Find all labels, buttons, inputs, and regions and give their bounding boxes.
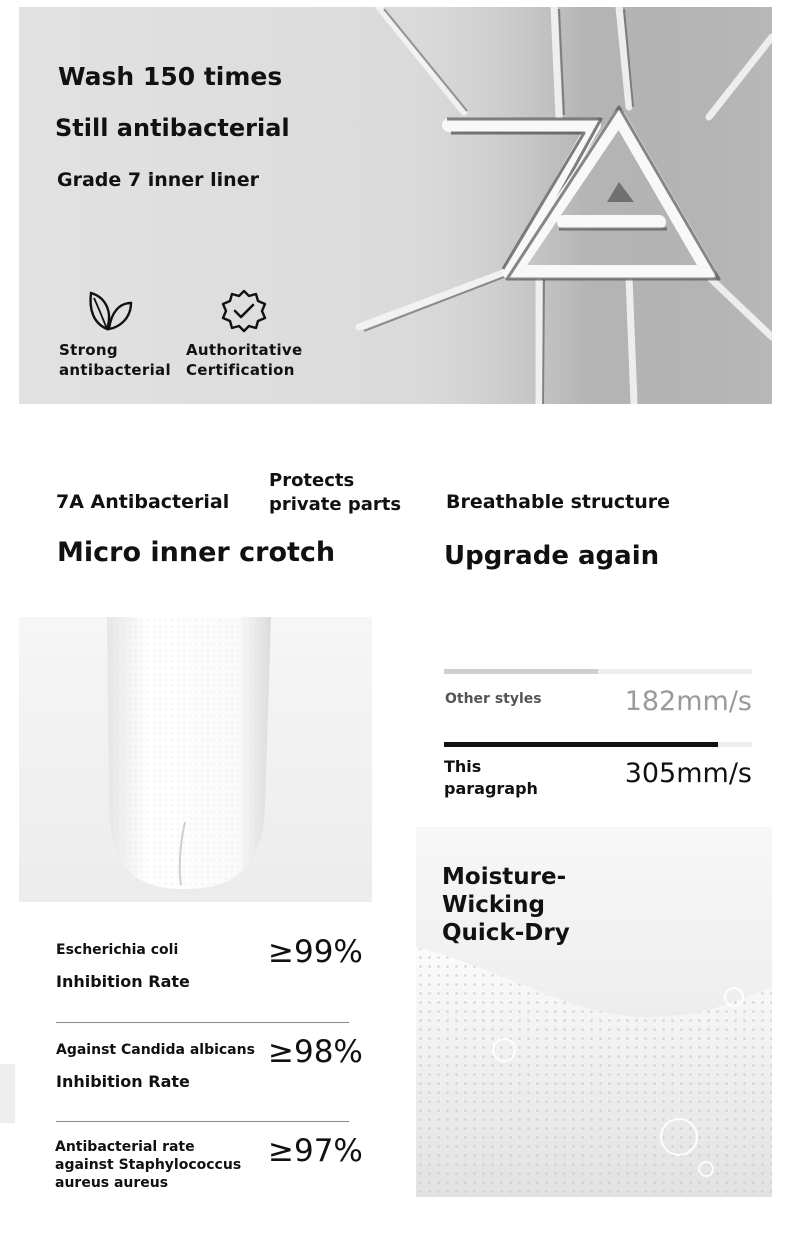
this-paragraph-label-line2: paragraph (444, 779, 538, 798)
feature-label-line1: Strong (59, 341, 118, 359)
moisture-wicking-panel (416, 827, 772, 1197)
stat-divider (56, 1121, 349, 1122)
inner-crotch-liner-image (19, 617, 372, 902)
antibacterial-label: 7A Antibacterial (56, 491, 230, 513)
protects-line2: private parts (269, 494, 402, 515)
this-paragraph-speed-bar (444, 742, 752, 747)
hero-title-line3: Grade 7 inner liner (57, 169, 259, 191)
moisture-title-line1: Moisture- (442, 864, 567, 890)
moisture-title-line3: Quick-Dry (442, 920, 570, 946)
stat-staphylococcus-value: ≥97% (268, 1133, 363, 1169)
stat-ecoli-value: ≥99% (268, 934, 363, 970)
this-paragraph-label (444, 756, 538, 800)
stat-divider (56, 1022, 349, 1023)
stat-staphylococcus (55, 1138, 255, 1192)
moisture-title-line2: Wicking (442, 892, 545, 918)
stat-label-line2: Inhibition Rate (56, 972, 190, 991)
protects-private-parts (269, 469, 401, 517)
moisture-wicking-title (442, 863, 570, 947)
stat-label-line2: against Staphylococcus (55, 1157, 242, 1173)
leaf-icon (87, 289, 135, 337)
side-edge-tab (0, 1064, 15, 1123)
other-styles-speed-bar (444, 669, 752, 674)
other-styles-speed: 182mm/s (624, 686, 752, 717)
stat-candida-value: ≥98% (268, 1034, 363, 1070)
other-styles-label: Other styles (445, 691, 542, 707)
feature-label-line2: Certification (186, 361, 295, 379)
stat-label-line1: Escherichia coli (56, 942, 179, 958)
feature-label-line1: Authoritative (186, 341, 303, 359)
hero-banner (19, 7, 772, 404)
this-paragraph-speed: 305mm/s (624, 758, 752, 789)
feature-label-line2: antibacterial (59, 361, 171, 379)
hero-title-line1: Wash 150 times (58, 62, 283, 91)
upgrade-again-headline: Upgrade again (444, 541, 660, 571)
protects-line1: Protects (269, 470, 355, 491)
this-paragraph-label-line1: This (444, 757, 482, 776)
feature-strong-antibacterial (59, 340, 171, 380)
micro-inner-crotch-headline: Micro inner crotch (57, 537, 336, 568)
feature-authoritative-certification (186, 340, 302, 380)
stat-label-line1: Antibacterial rate (55, 1139, 195, 1155)
other-styles-speed-bar-fill (444, 669, 598, 674)
stat-label-line3: aureus aureus (55, 1175, 169, 1191)
this-paragraph-speed-bar-fill (444, 742, 718, 747)
certified-badge-icon (220, 288, 268, 338)
stat-label-line1: Against Candida albicans (56, 1042, 255, 1058)
hero-title-line2: Still antibacterial (55, 114, 290, 142)
breathable-label: Breathable structure (446, 491, 671, 513)
stat-label-line2: Inhibition Rate (56, 1072, 190, 1091)
